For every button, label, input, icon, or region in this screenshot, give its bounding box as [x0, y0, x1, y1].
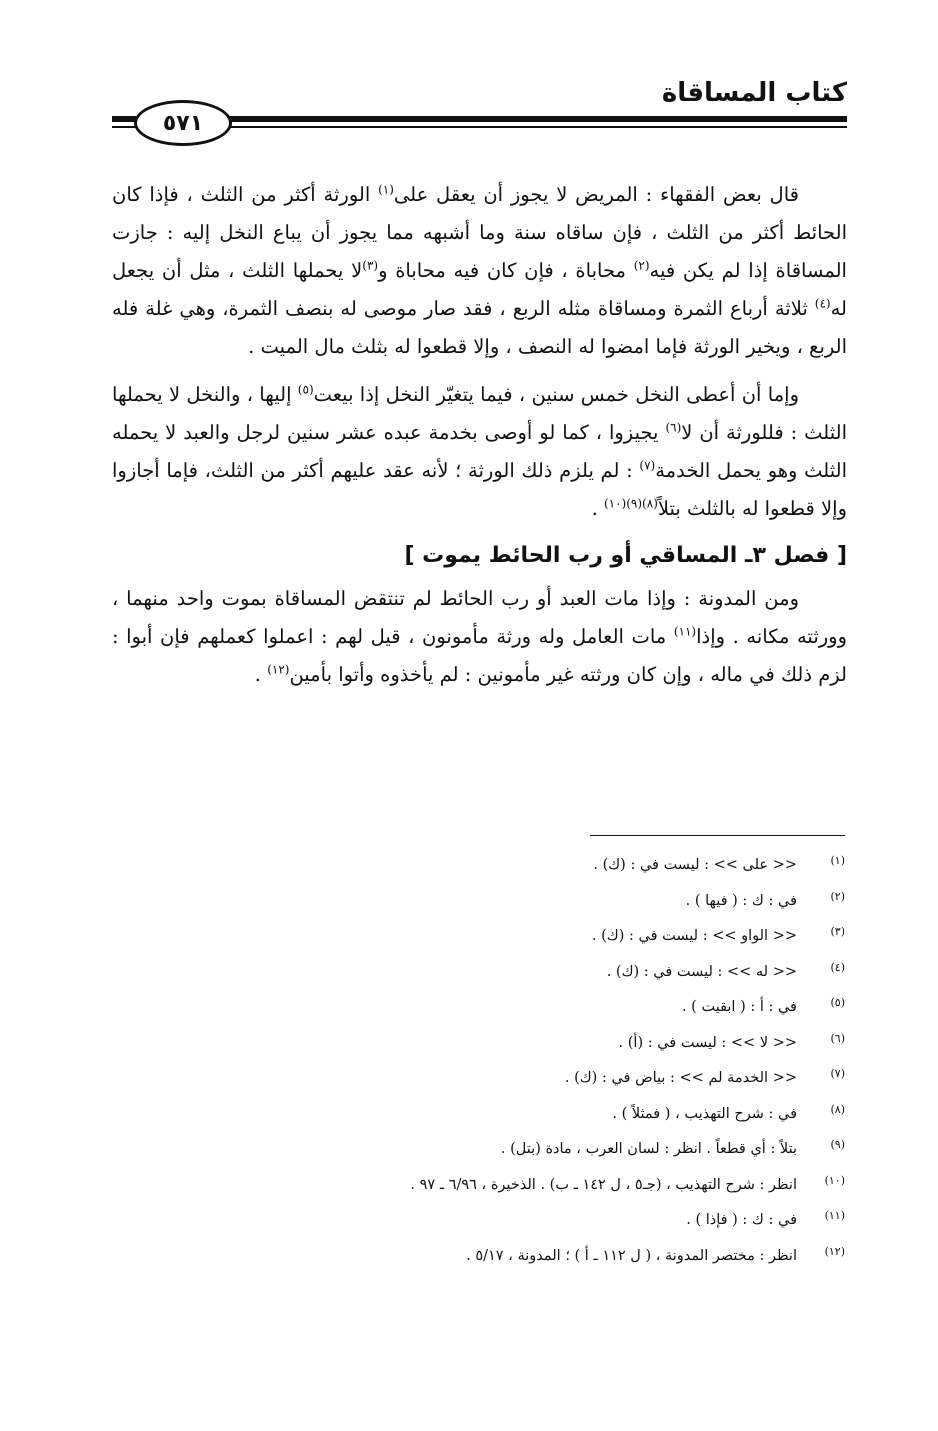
section-heading: [ فصل ٣ـ المساقي أو رب الحائط يموت ] [404, 543, 847, 568]
footnote-number: (٦) [830, 1031, 845, 1045]
footnote-number: (٩) [830, 1138, 845, 1151]
footnote-number: (٤) [830, 960, 845, 974]
footnote [200, 1061, 845, 1097]
footnote-text: انظر : شرح التهذيب ، (جـ٥ ، ل ١٤٢ ـ ب) . الذخيرة ، ٦/٩٦ ـ ٩٧ . [410, 1176, 797, 1193]
footnote-marker: (٣) [362, 258, 379, 273]
footnote-number: (١١) [824, 1209, 845, 1222]
footnote-text: << الخدمة لم >> : بياض في : (ك) . [564, 1070, 797, 1086]
footnote [200, 919, 845, 955]
footnote-number: (٣) [830, 925, 845, 938]
footnote-number: (١٠) [824, 1173, 845, 1187]
footnote-text: << على >> : ليست في : (ك) . [593, 857, 797, 873]
footnote-text: في : أ : ( ابقيت ) . [681, 999, 797, 1015]
text-run: وإما أن أعطى النخل خمس سنين ، فيما يتغيّر النخل إذا بيعت [313, 383, 799, 406]
footnote-text: في : شرح التهذيب ، ( فمثلاً ) . [612, 1105, 797, 1122]
footnote-text: << له >> : ليست في : (ك) . [606, 963, 797, 980]
text-run: إليها ، والنخل لا يحملها الثلث : فللورثة أن لا [112, 383, 847, 444]
footnote [200, 1168, 845, 1204]
footnote-marker: (١١) [673, 624, 697, 639]
footnote-marker: (١٢) [267, 662, 290, 677]
footnote [200, 1239, 845, 1275]
footnote [200, 848, 845, 884]
paragraph-3 [112, 580, 847, 694]
footnote-text: انظر : مختصر المدونة ، ( ل ١١٢ ـ أ ) ؛ المدونة ، ٥/١٧ . [466, 1247, 797, 1264]
page-number: ٥٧١ [134, 100, 232, 146]
footnote [200, 1132, 845, 1168]
running-title: كتاب المساقاة [661, 78, 847, 108]
footnote-text: في : ك : ( فيها ) . [685, 892, 797, 909]
text-run: لا يحملها الثلث ، مثل أن يجعل له [112, 259, 847, 320]
paragraph-1 [112, 176, 847, 366]
text-run: . [254, 663, 268, 686]
footnote-marker: (٤) [814, 296, 831, 311]
main-text [112, 176, 847, 694]
footnote-marker: (٦) [665, 420, 682, 435]
footnote-text: << لا >> : ليست في : (أ) . [618, 1034, 797, 1051]
footnote [200, 990, 845, 1026]
footnote [200, 955, 845, 991]
footnote [200, 1026, 845, 1062]
text-run: يجيزوا ، كما لو أوصى بخدمة عبده عشر سنين لرجل والعبد لا يحمله الثلث وهو يحمل الخدمة [112, 421, 847, 482]
footnote-number: (٢) [830, 889, 845, 903]
text-run: ومن المدونة : وإذا مات العبد أو رب الحائط لم تنتقض المساقاة بموت واحد منهما ، وورثته مكانه . وإذا [112, 587, 847, 648]
text-run: مات العامل وله ورثة مأمونون ، قيل لهم : اعملوا كعملهم فإن أبوا : لزم ذلك في ماله ، وإن كان ورثته غير مأمونين : لم يأخذوه وأتوا بأمين [112, 625, 847, 686]
footnote-number: (٧) [830, 1067, 845, 1080]
footnote-marker: (٨)(٩)(١٠) [603, 496, 658, 511]
text-run: محاباة ، فإن كان فيه محاباة و [378, 259, 634, 282]
footnote-number: (٥) [830, 996, 845, 1009]
footnote [200, 1203, 845, 1239]
footnote-marker: (١) [378, 182, 394, 197]
footnote-text: بتلاً : أي قطعاً . انظر : لسان العرب ، مادة (بتل) . [500, 1141, 797, 1157]
text-run: الورثة أكثر من الثلث ، فإذا كان الحائط أكثر من الثلث ، فإن ساقاه سنة وما أشبهه مما يجوز أن يباع النخل إليه : جازت المساقاة إذا لم يكن فيه [112, 183, 847, 282]
text-run: ثلاثة أرباع الثمرة ومساقاة مثله الربع ، فقد صار موصى له بنصف الثمرة، وهي غلة فله الربع ، ويخير الورثة فإما امضوا له النصف ، وإلا قطعوا له بثلث مال الميت . [112, 297, 847, 358]
text-run: قال بعض الفقهاء : المريض لا يجوز أن يعقل على [393, 183, 799, 206]
footnote-text: << الواو >> : ليست في : (ك) . [591, 928, 797, 944]
footnote [200, 1097, 845, 1133]
footnote-marker: (٢) [633, 258, 650, 273]
paragraph-2 [112, 376, 847, 528]
text-run: . [591, 497, 604, 520]
footnote-text: في : ك : ( فإذا ) . [686, 1212, 797, 1228]
footnote-marker: (٧) [639, 458, 656, 473]
footnote-separator [590, 835, 845, 836]
footnotes-list [200, 848, 845, 1274]
text-run: : لم يلزم ذلك الورثة ؛ لأنه عقد عليهم أكثر من الثلث، فإما أجازوا وإلا قطعوا له بالثلث بتلاً [112, 459, 847, 520]
footnote-marker: (٥) [297, 382, 314, 397]
footnote-number: (١) [830, 854, 845, 867]
footnote-number: (١٢) [824, 1244, 845, 1258]
page-header [112, 78, 847, 168]
footnote-number: (٨) [830, 1102, 845, 1116]
footnote [200, 884, 845, 920]
